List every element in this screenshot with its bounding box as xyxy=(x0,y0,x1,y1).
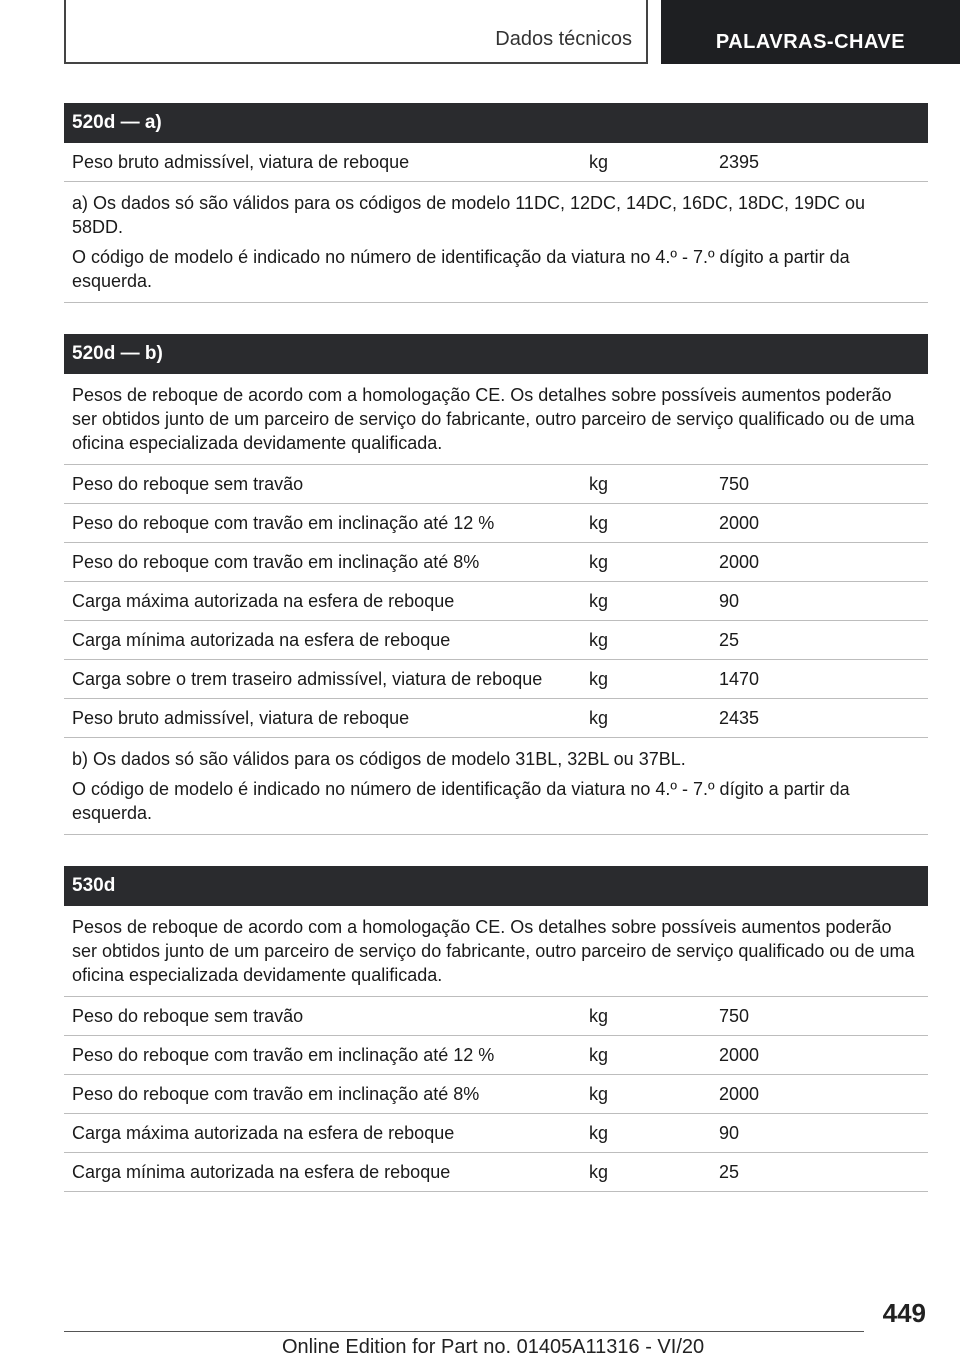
row-unit: kg xyxy=(589,473,609,494)
row-value: 2000 xyxy=(719,1044,760,1065)
row-unit: kg xyxy=(589,512,609,533)
row-value: 2435 xyxy=(719,707,760,728)
row-unit: kg xyxy=(589,590,609,611)
row-label: Carga máxima autorizada na esfera de reboque xyxy=(72,590,455,611)
row-label: Carga sobre o trem traseiro admissível, viatura de reboque xyxy=(72,668,543,689)
table-row xyxy=(64,504,928,543)
table-row xyxy=(64,1075,928,1114)
row-label: Peso do reboque sem travão xyxy=(72,1005,304,1026)
row-value: 2395 xyxy=(719,151,760,172)
row-unit: kg xyxy=(589,551,609,572)
row-value: 90 xyxy=(719,590,740,611)
row-value: 750 xyxy=(719,473,750,494)
footnote-line: a) Os dados só são válidos para os códigos de modelo 11DC, 12DC, 14DC, 16DC, 18DC, 19DC ou 58DD. xyxy=(72,193,866,237)
header-section-box xyxy=(64,0,648,64)
block-title: 520d — a) xyxy=(64,103,928,143)
row-unit: kg xyxy=(589,1005,609,1026)
row-value: 90 xyxy=(719,1122,740,1143)
row-value: 2000 xyxy=(719,1083,760,1104)
table-row xyxy=(64,543,928,582)
row-label: Peso do reboque com travão em inclinação até 8% xyxy=(72,1083,480,1104)
header-section-title: Dados técnicos xyxy=(495,28,632,50)
footnote-line: O código de modelo é indicado no número de identificação da viatura no 4.º - 7.º dígito a partir da esquerda. xyxy=(72,779,850,823)
row-unit: kg xyxy=(589,629,609,650)
table-row xyxy=(64,1036,928,1075)
spec-block-520d-b xyxy=(64,334,928,835)
row-unit: kg xyxy=(589,151,609,172)
row-unit: kg xyxy=(589,1161,609,1182)
spec-block-530d xyxy=(64,866,928,1192)
row-label: Peso bruto admissível, viatura de reboque xyxy=(72,707,410,728)
row-unit: kg xyxy=(589,1083,609,1104)
table-row xyxy=(64,621,928,660)
row-value: 2000 xyxy=(719,551,760,572)
block-title: 520d — b) xyxy=(64,334,928,374)
table-row xyxy=(64,1153,928,1192)
row-label: Carga mínima autorizada na esfera de reboque xyxy=(72,1161,451,1182)
content xyxy=(64,103,928,1223)
row-label: Peso do reboque sem travão xyxy=(72,473,304,494)
row-label: Carga máxima autorizada na esfera de reboque xyxy=(72,1122,455,1143)
table-row xyxy=(64,699,928,738)
row-value: 25 xyxy=(719,1161,740,1182)
spec-block-520d-a xyxy=(64,103,928,303)
footnote xyxy=(64,182,928,303)
page-number: 449 xyxy=(882,1298,926,1328)
row-value: 2000 xyxy=(719,512,760,533)
table-row xyxy=(64,1114,928,1153)
footnote xyxy=(64,738,928,835)
block-intro: Pesos de reboque de acordo com a homologação CE. Os detalhes sobre possíveis aumentos poderão ser obtidos junto de um parceiro de serviço do fabricante, outro parceiro de serviço qualificado ou de uma oficina especializada devidamente qualificada. xyxy=(64,374,928,465)
row-label: Carga mínima autorizada na esfera de reboque xyxy=(72,629,451,650)
footer-divider xyxy=(64,1331,864,1332)
row-label: Peso do reboque com travão em inclinação até 12 % xyxy=(72,512,495,533)
row-label: Peso bruto admissível, viatura de reboque xyxy=(72,151,410,172)
table-row xyxy=(64,660,928,699)
row-unit: kg xyxy=(589,1044,609,1065)
row-label: Peso do reboque com travão em inclinação até 12 % xyxy=(72,1044,495,1065)
row-label: Peso do reboque com travão em inclinação até 8% xyxy=(72,551,480,572)
row-unit: kg xyxy=(589,707,609,728)
row-unit: kg xyxy=(589,1122,609,1143)
row-value: 750 xyxy=(719,1005,750,1026)
table-row xyxy=(64,997,928,1036)
table-row xyxy=(64,465,928,504)
block-intro: Pesos de reboque de acordo com a homologação CE. Os detalhes sobre possíveis aumentos poderão ser obtidos junto de um parceiro de serviço do fabricante, outro parceiro de serviço qualificado ou de uma oficina especializada devidamente qualificada. xyxy=(64,906,928,997)
footnote-line: b) Os dados só são válidos para os códigos de modelo 31BL, 32BL ou 37BL. xyxy=(72,749,686,769)
header-keywords-tab[interactable]: PALAVRAS-CHAVE xyxy=(661,0,960,64)
row-unit: kg xyxy=(589,668,609,689)
table-row xyxy=(64,143,928,182)
page-header xyxy=(0,0,960,66)
footnote-line: O código de modelo é indicado no número de identificação da viatura no 4.º - 7.º dígito a partir da esquerda. xyxy=(72,247,850,291)
footer-edition: Online Edition for Part no. 01405A11316 - VI/20 xyxy=(282,1336,705,1358)
row-value: 1470 xyxy=(719,668,760,689)
block-title: 530d xyxy=(64,866,928,906)
table-row xyxy=(64,582,928,621)
row-value: 25 xyxy=(719,629,740,650)
